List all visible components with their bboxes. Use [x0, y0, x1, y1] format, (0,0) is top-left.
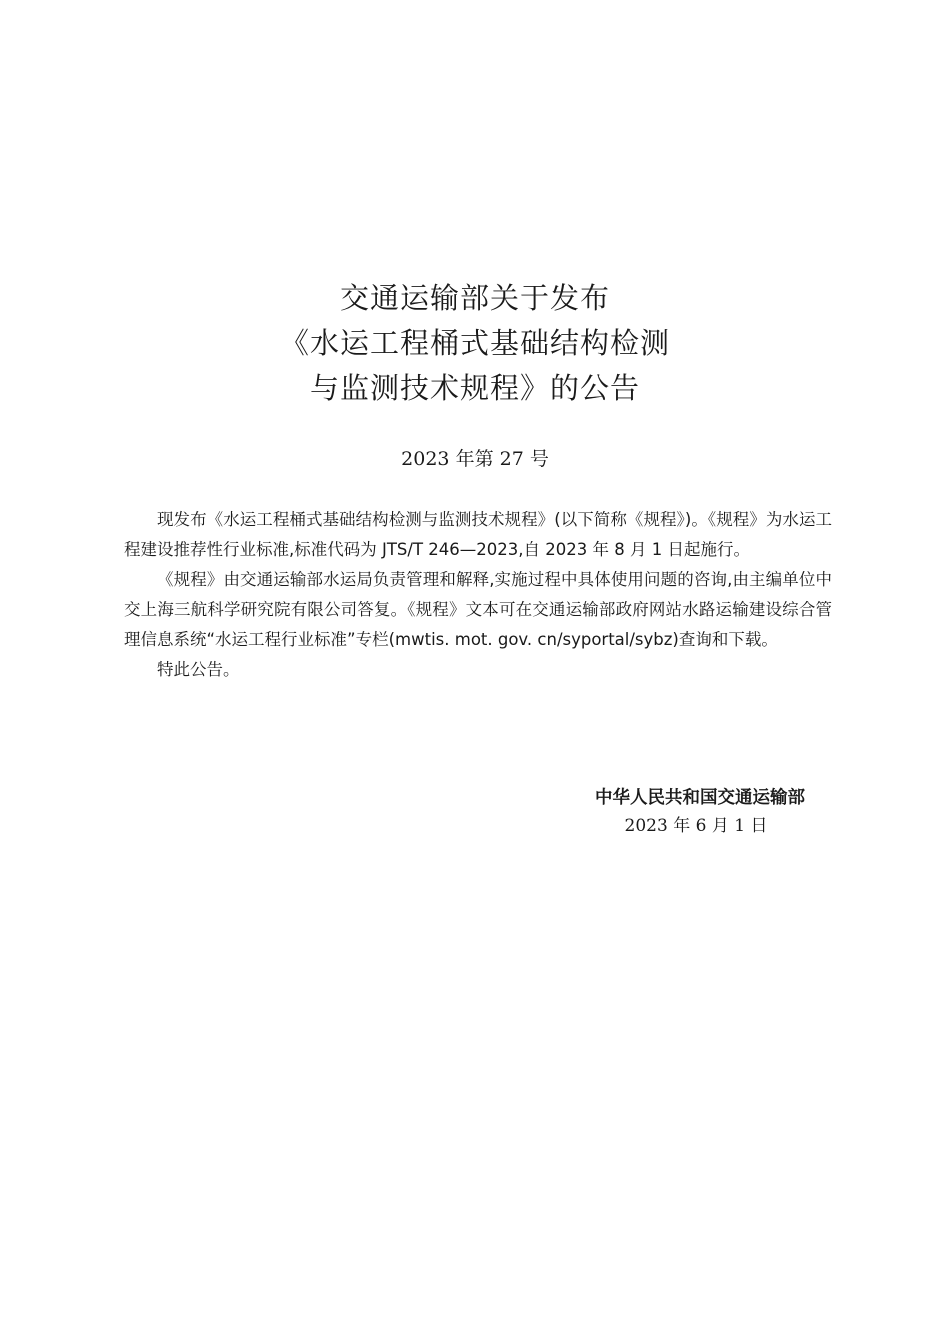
- notice-body: [124, 505, 832, 685]
- paragraph-closing: 特此公告。: [157, 660, 240, 679]
- document-number: 2023 年第 27 号: [401, 448, 549, 470]
- title-line-3: 与监测技术规程》的公告: [309, 371, 640, 405]
- title-line-1: 交通运输部关于发布: [339, 281, 610, 315]
- title-line-2: 《水运工程桶式基础结构检测: [279, 326, 670, 360]
- paragraph-management: 《规程》由交通运输部水运局负责管理和解释,实施过程中具体使用问题的咨询,由主编单位中交上海三航科学研究院有限公司答复。《规程》文本可在交通运输部政府网站水路运输建设综合管理信息系统“水运工程行业标准”专栏(mwtis. mot. gov. cn/syportal/sybz)查询和下载。: [124, 570, 832, 649]
- signature-block: [540, 784, 860, 840]
- notice-title: [0, 276, 950, 411]
- issuer-name: 中华人民共和国交通运输部: [595, 788, 805, 808]
- paragraph-announcement: 现发布《水运工程桶式基础结构检测与监测技术规程》(以下简称《规程》)。《规程》为水运工程建设推荐性行业标准,标准代码为 JTS/T 246—2023,自 2023 年 8 月 1 日起施行。: [124, 510, 832, 559]
- issue-date: 2023 年 6 月 1 日: [624, 816, 768, 836]
